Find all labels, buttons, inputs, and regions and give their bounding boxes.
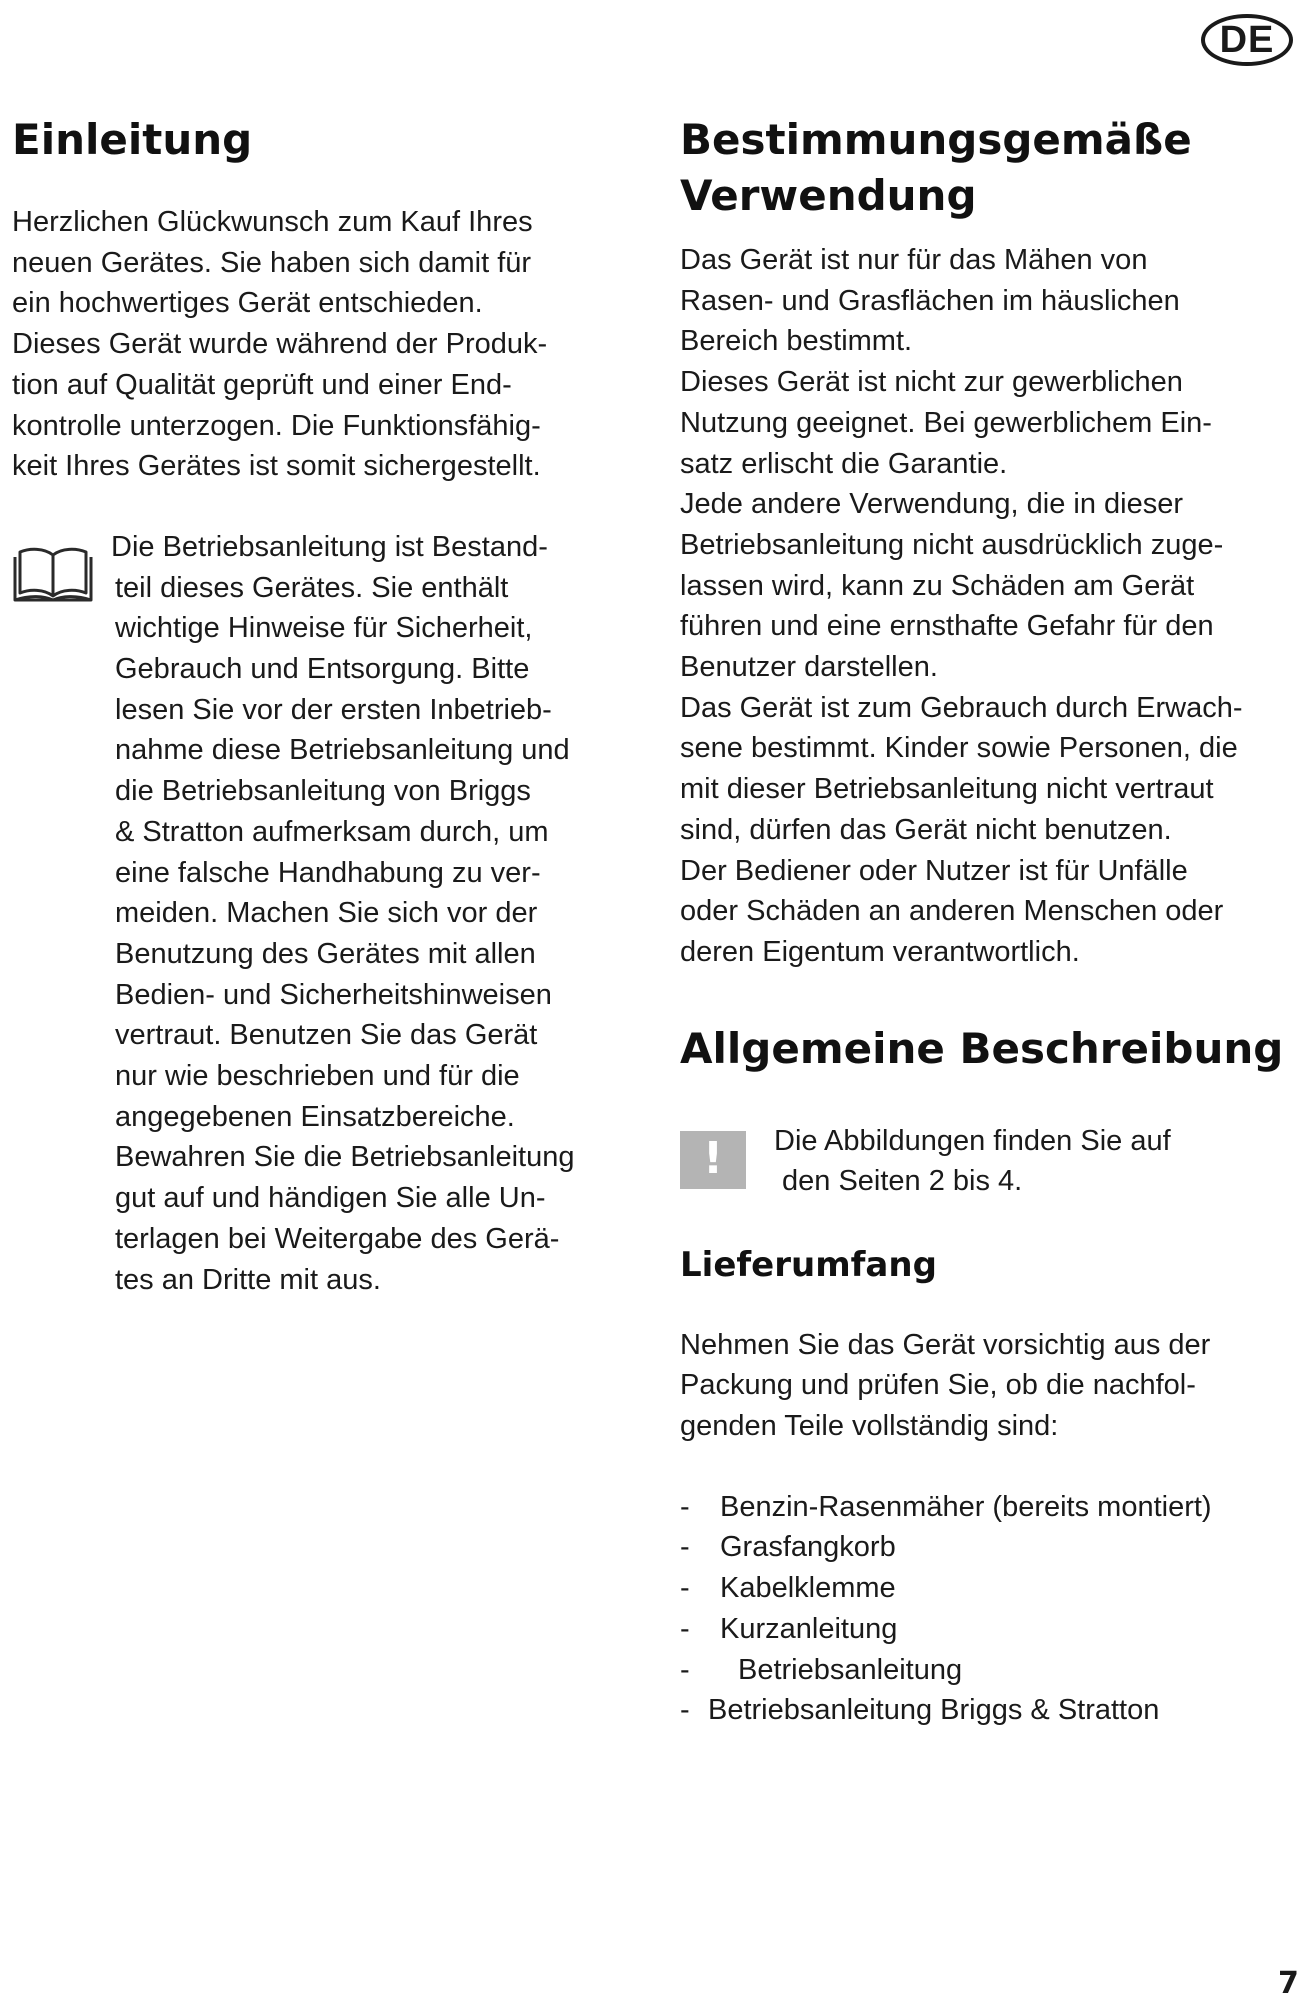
list-dash: - (680, 1694, 690, 1727)
figure-hint-line: den Seiten 2 bis 4. (782, 1165, 1023, 1198)
manual-note-line: wichtige Hinweise für Sicherheit, (115, 612, 533, 645)
list-item (680, 1568, 1306, 1609)
general-description-title: Allgemeine Beschreibung (680, 1023, 1284, 1073)
list-item-label: Kurzanleitung (720, 1612, 898, 1645)
manual-note-line: & Stratton aufmerksam durch, um (115, 815, 549, 848)
right-column (680, 112, 1306, 1731)
manual-note-line: vertraut. Benutzen Sie das Gerät (115, 1019, 538, 1052)
intended-use-line: Jede andere Verwendung, die in dieser (680, 488, 1184, 521)
list-item-label: Benzin-Rasenmäher (bereits montiert) (720, 1490, 1212, 1523)
manual-note-line: teil dieses Gerätes. Sie enthält (115, 571, 509, 604)
manual-note-line: Gebrauch und Entsorgung. Bitte (115, 653, 530, 686)
intro-paragraph (12, 202, 642, 487)
manual-note-text (111, 527, 642, 1300)
exclamation-glyph: ! (702, 1132, 724, 1184)
manual-note-line: Die Betriebsanleitung ist Bestand- (111, 530, 548, 563)
intro-line: tion auf Qualität geprüft und einer End- (12, 368, 512, 401)
intended-use-line: Betriebsanleitung nicht ausdrücklich zuge- (680, 528, 1224, 561)
list-item (680, 1527, 1306, 1568)
scope-line: genden Teile vollständig sind: (680, 1410, 1059, 1443)
scope-of-delivery-title: Lieferumfang (680, 1244, 937, 1285)
list-dash: - (680, 1490, 690, 1523)
manual-note-line: Benutzung des Gerätes mit allen (115, 937, 536, 970)
list-item (680, 1609, 1306, 1650)
manual-note-line: angegebenen Einsatzbereiche. (115, 1100, 515, 1133)
manual-note-line: gut auf und händigen Sie alle Un- (115, 1182, 546, 1215)
intro-line: ein hochwertiges Gerät entschieden. (12, 287, 483, 320)
figure-hint (680, 1121, 1306, 1203)
intended-use-paragraph (680, 240, 1306, 973)
intended-use-title-line: Bestimmungsgemäße (680, 115, 1192, 164)
intended-use-line: Rasen- und Grasflächen im häuslichen (680, 284, 1180, 317)
manual-note-line: lesen Sie vor der ersten Inbetrieb- (115, 693, 552, 726)
exclamation-icon (680, 1131, 746, 1189)
intro-line: kontrolle unterzogen. Die Funktionsfähig- (12, 409, 541, 442)
list-dash: - (680, 1612, 690, 1645)
intended-use-title (680, 112, 1306, 224)
list-dash: - (680, 1531, 690, 1564)
intended-use-line: Bereich bestimmt. (680, 325, 913, 358)
intended-use-line: sene bestimmt. Kinder sowie Personen, die (680, 732, 1238, 765)
intended-use-line: sind, dürfen das Gerät nicht benutzen. (680, 813, 1172, 846)
intended-use-line: Benutzer darstellen. (680, 651, 938, 684)
list-dash: - (680, 1653, 690, 1686)
list-dash: - (680, 1572, 690, 1605)
delivery-items-list (680, 1487, 1306, 1731)
manual-note-line: meiden. Machen Sie sich vor der (115, 897, 538, 930)
intended-use-line: Das Gerät ist nur für das Mähen von (680, 244, 1148, 276)
intended-use-line: Das Gerät ist zum Gebrauch durch Erwach- (680, 691, 1243, 724)
intended-use-line: oder Schäden an anderen Menschen oder (680, 895, 1224, 928)
manual-note-line: nur wie beschrieben und für die (115, 1060, 520, 1093)
manual-note-line: terlagen bei Weitergabe des Gerä- (115, 1222, 560, 1255)
list-item-label: Betriebsanleitung Briggs & Stratton (708, 1694, 1160, 1727)
intro-line: neuen Gerätes. Sie haben sich damit für (12, 246, 532, 279)
open-book-icon (12, 543, 94, 603)
manual-note-line: Bewahren Sie die Betriebsanleitung (115, 1141, 575, 1174)
page-number: 7 (1278, 1966, 1299, 2001)
intro-line: Dieses Gerät wurde während der Produk- (12, 328, 548, 361)
figure-hint-line: Die Abbildungen finden Sie auf (774, 1124, 1171, 1157)
manual-note-line: die Betriebsanleitung von Briggs (115, 775, 531, 808)
manual-note-line: tes an Dritte mit aus. (115, 1263, 381, 1296)
intended-use-line: Der Bediener oder Nutzer ist für Unfälle (680, 854, 1188, 887)
list-item-label: Betriebsanleitung (738, 1653, 963, 1686)
scope-line: Nehmen Sie das Gerät vorsichtig aus der (680, 1328, 1211, 1361)
manual-note-line: Bedien- und Sicherheitshinweisen (115, 978, 552, 1011)
intro-line: keit Ihres Gerätes ist somit sichergestellt. (12, 450, 541, 483)
intro-title: Einleitung (12, 115, 253, 164)
scope-of-delivery-paragraph (680, 1325, 1306, 1447)
scope-line: Packung und prüfen Sie, ob die nachfol- (680, 1369, 1196, 1402)
intro-line: Herzlichen Glückwunsch zum Kauf Ihres (12, 206, 533, 238)
list-item (680, 1690, 1306, 1731)
intended-use-line: satz erlischt die Garantie. (680, 447, 1008, 480)
figure-hint-text (774, 1121, 1171, 1202)
intended-use-line: Dieses Gerät ist nicht zur gewerblichen (680, 366, 1183, 399)
list-item (680, 1487, 1306, 1528)
intended-use-line: mit dieser Betriebsanleitung nicht vertraut (680, 773, 1214, 806)
intended-use-line: führen und eine ernsthafte Gefahr für den (680, 610, 1214, 643)
intended-use-line: Nutzung geeignet. Bei gewerblichem Ein- (680, 406, 1212, 439)
intended-use-title-line: Verwendung (680, 171, 977, 220)
manual-note-line: eine falsche Handhabung zu ver- (115, 856, 541, 889)
list-item (680, 1650, 1306, 1691)
intended-use-line: lassen wird, kann zu Schäden am Gerät (680, 569, 1195, 602)
manual-note-line: nahme diese Betriebsanleitung und (115, 734, 570, 767)
list-item-label: Grasfangkorb (720, 1531, 896, 1564)
left-column (12, 112, 642, 1300)
list-item-label: Kabelklemme (720, 1572, 896, 1605)
manual-note (12, 527, 642, 1300)
intended-use-line: deren Eigentum verantwortlich. (680, 935, 1080, 968)
language-badge: DE (1201, 14, 1293, 66)
